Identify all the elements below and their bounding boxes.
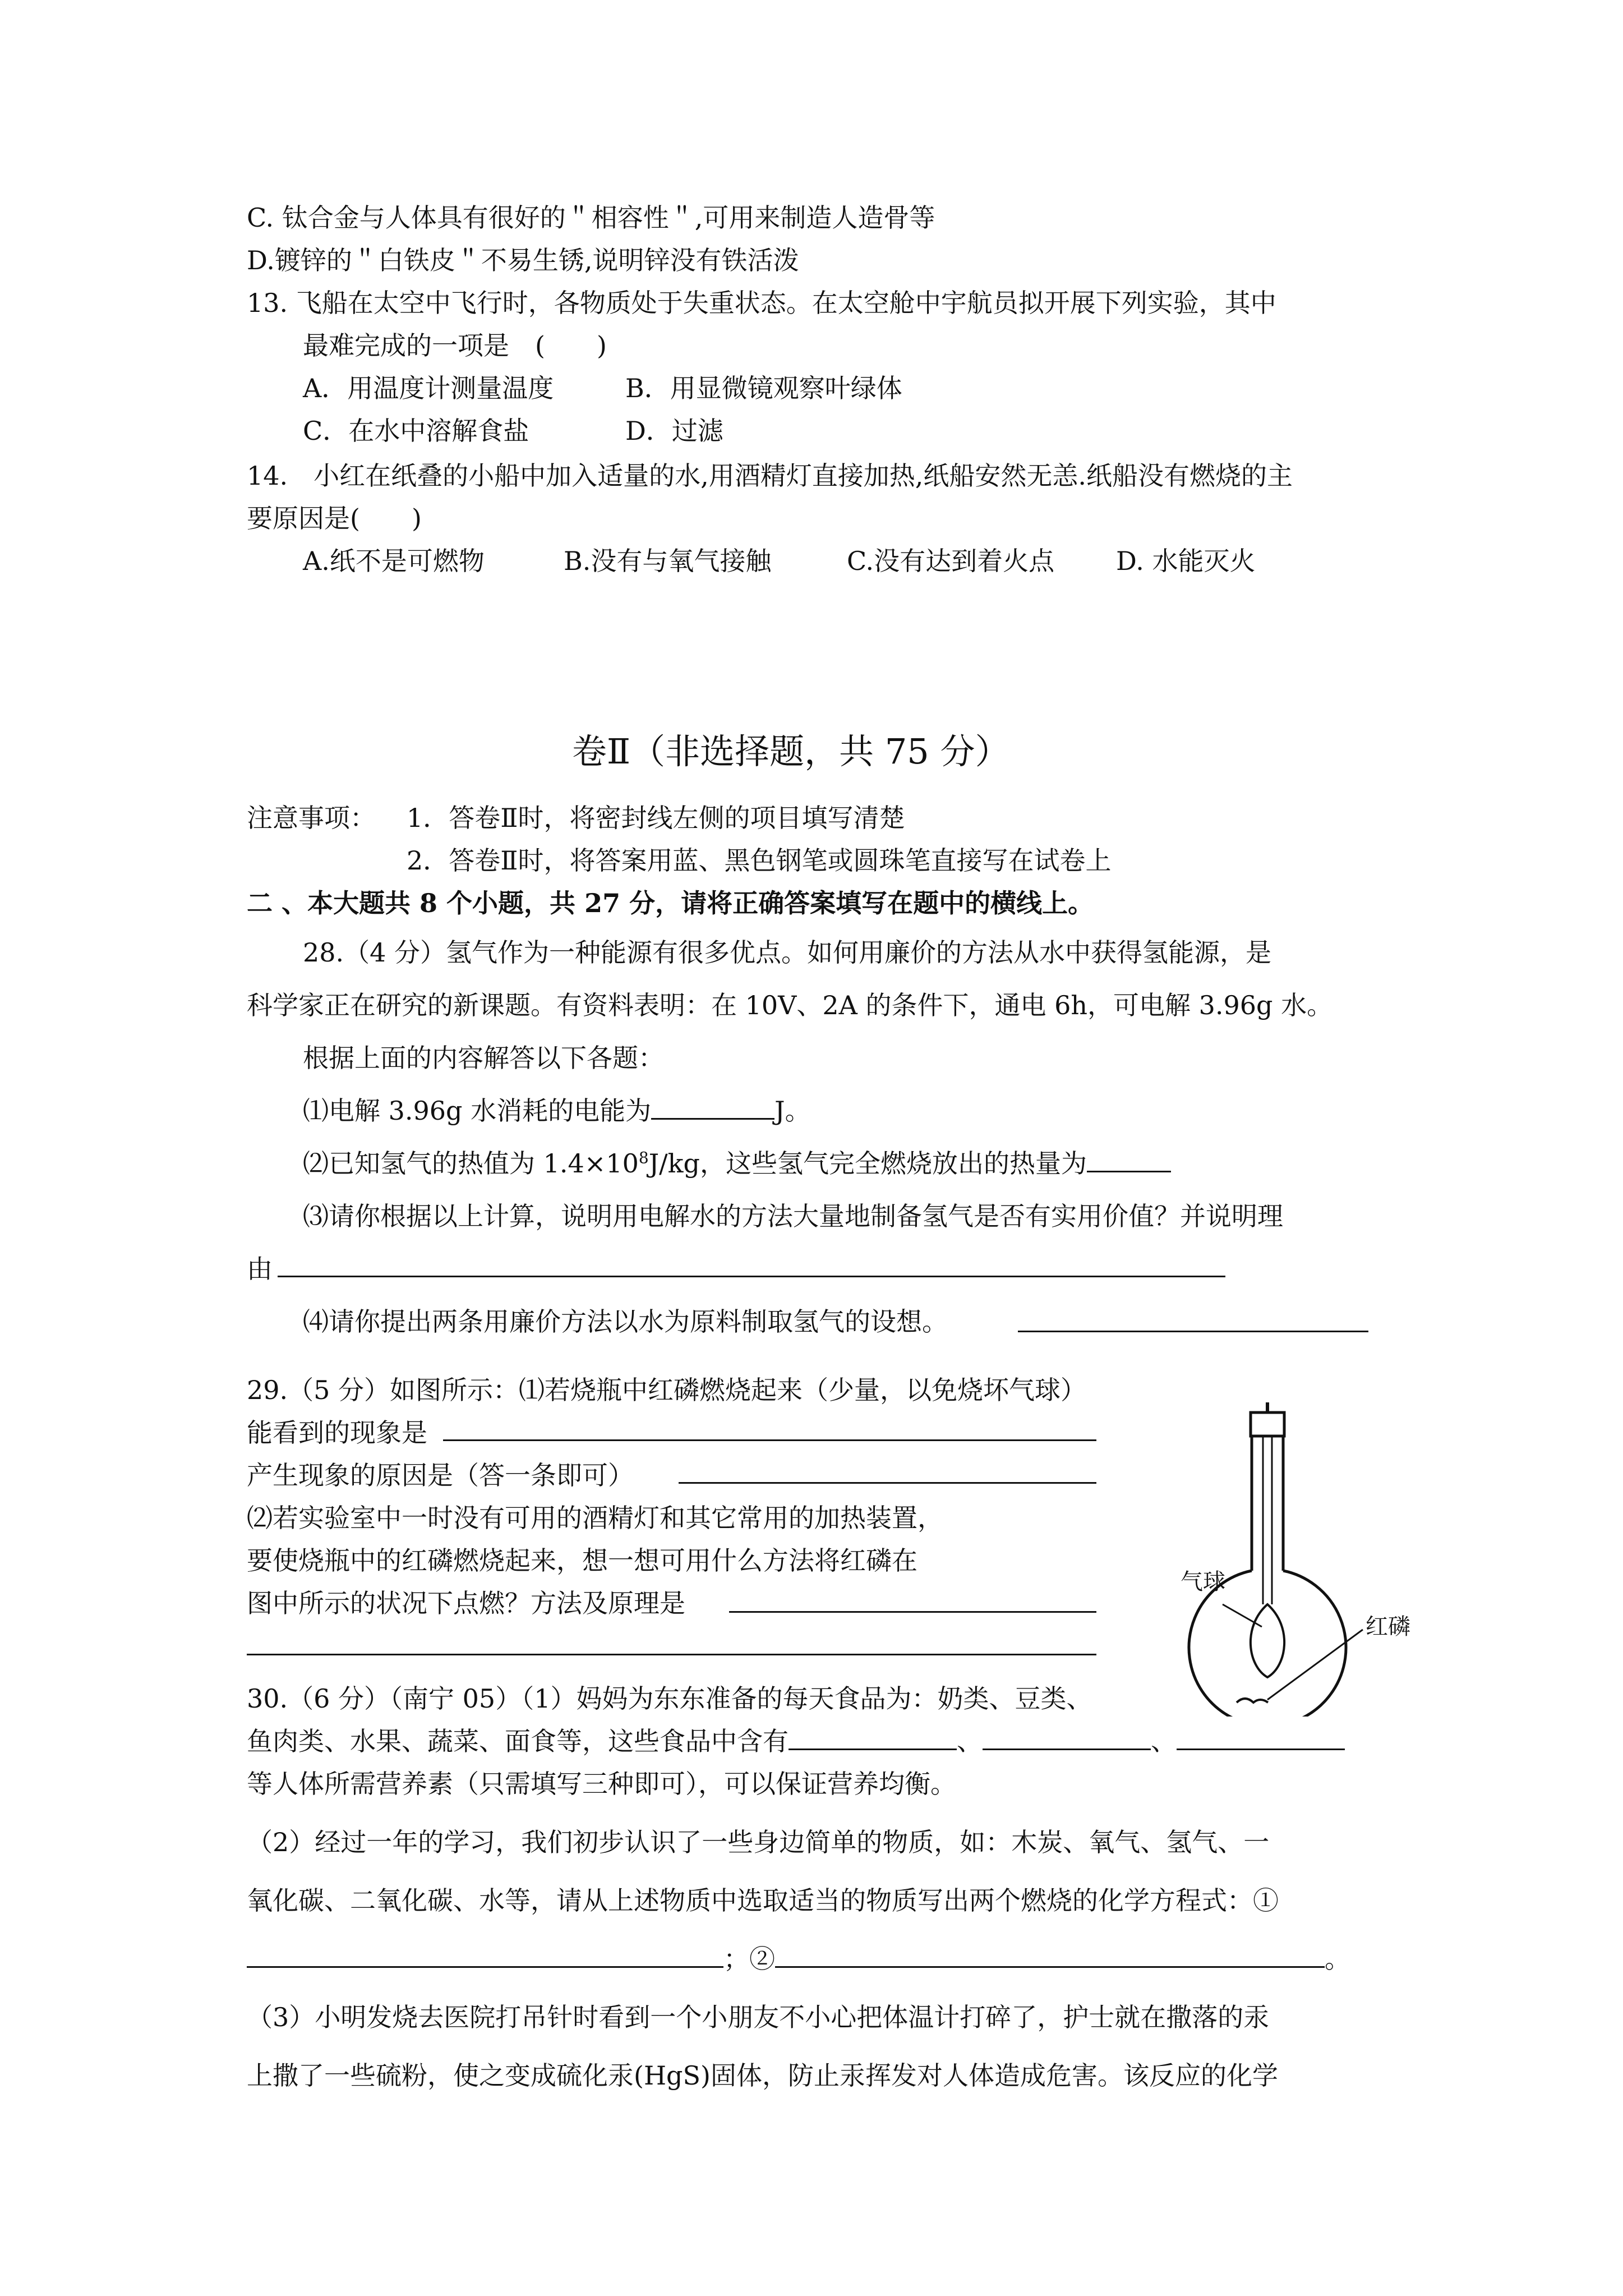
q13-option-b: B．用显微镜观察叶绿体 [625, 373, 902, 403]
q13-option-c: C．在水中溶解食盐 [303, 416, 529, 446]
q28-part-4: ⑷请你提出两条用廉价方法以水为原料制取氢气的设想。 [303, 1306, 948, 1337]
q30-part-2-line-2: 氧化碳、二氧化碳、水等，请从上述物质中选取适当的物质写出两个燃烧的化学方程式：① [247, 1885, 1279, 1916]
q30-equation-blank-1[interactable] [247, 1944, 723, 1968]
q30-part-2-line-1: （2）经过一年的学习，我们初步认识了一些身边简单的物质，如：木炭、氧气、氢气、一 [247, 1827, 1270, 1857]
q30-part-3-line-1: （3）小明发烧去医院打吊针时看到一个小朋友不小心把体温计打碎了，护士就在撒落的汞 [247, 2002, 1270, 2032]
notice-item-2: 2．答卷Ⅱ时，将答案用蓝、黑色钢笔或圆珠笔直接写在试卷上 [407, 845, 1112, 876]
q28-line-2: 科学家正在研究的新课题。有资料表明：在 10V、2A 的条件下，通电 6h，可电解 3.96g 水。 [247, 990, 1333, 1020]
q29-line-6: 图中所示的状况下点燃？方法及原理是 [247, 1588, 685, 1618]
stopper [1251, 1412, 1284, 1436]
q28-part-2 [303, 1147, 1171, 1180]
q30-part-2-semi: ；② [723, 1944, 775, 1974]
q13-stem-line2: 最难完成的一项是 ( ) [303, 330, 607, 361]
q30-line-2-text: 鱼肉类、水果、蔬菜、面食等，这些食品中含有 [247, 1726, 789, 1756]
q28-answer-line-4[interactable] [1018, 1331, 1368, 1332]
q14-stem-line2: 要原因是( ) [247, 503, 422, 533]
section-heading: 二 、本大题共 8 个小题，共 27 分，请将正确答案填写在题中的横线上。 [247, 888, 1094, 918]
q28-part-2-text-b: J/kg，这些氢气完全燃烧放出的热量为 [648, 1148, 1087, 1179]
balloon [1251, 1604, 1284, 1677]
q28-part-2-text: ⑵已知氢气的热值为 1.4×10 [303, 1148, 639, 1179]
q29-answer-line-3[interactable] [729, 1611, 1096, 1613]
q28-line-3: 根据上面的内容解答以下各题： [303, 1043, 664, 1073]
q28-part-1-unit: J。 [774, 1096, 811, 1126]
q29-line-2: 能看到的现象是 [247, 1418, 427, 1448]
q29-answer-line-2[interactable] [679, 1482, 1096, 1484]
q30-nutrient-blank-3[interactable] [1177, 1726, 1345, 1750]
q30-equation-blank-2[interactable] [775, 1944, 1325, 1968]
q12-option-c: C. 钛合金与人体具有很好的＂相容性＂,可用来制造人造骨等 [247, 203, 935, 233]
section-title: 卷Ⅱ（非选择题，共 75 分） [572, 731, 1010, 772]
q28-part-2-exponent: 8 [638, 1148, 649, 1167]
q28-answer-blank-1[interactable] [651, 1096, 774, 1120]
q28-part-1-text: ⑴电解 3.96g 水消耗的电能为 [303, 1096, 652, 1126]
q12-option-d: D.镀锌的＂白铁皮＂不易生锈,说明锌没有铁活泼 [247, 245, 799, 275]
q29-answer-line-1[interactable] [443, 1439, 1096, 1441]
red-phosphorus [1237, 1699, 1268, 1703]
q28-part-1 [303, 1094, 811, 1128]
q29-line-3: 产生现象的原因是（答一条即可） [247, 1460, 634, 1490]
q13-stem-line1: 13. 飞船在太空中飞行时，各物质处于失重状态。在太空舱中宇航员拟开展下列实验，其中 [247, 288, 1276, 318]
q29-line-4: ⑵若实验室中一时没有可用的酒精灯和其它常用的加热装置， [247, 1503, 943, 1533]
q30-part-3-line-2: 上撒了一些硫粉，使之变成硫化汞(HgS)固体，防止汞挥发对人体造成危害。该反应的化学 [247, 2060, 1278, 2091]
q28-answer-blank-2[interactable] [1087, 1148, 1171, 1172]
notice-label: 注意事项： [247, 803, 376, 833]
q29-answer-line-4[interactable] [247, 1654, 1096, 1655]
q14-option-b: B.没有与氧气接触 [564, 546, 772, 576]
q14-stem-line1: 14. 小红在纸叠的小船中加入适量的水,用酒精灯直接加热,纸船安然无恙.纸船没有燃烧的主 [247, 461, 1293, 491]
q30-sep-1: 、 [957, 1726, 983, 1756]
phosphorus-label: 红磷 [1366, 1614, 1410, 1640]
q30-nutrient-blank-2[interactable] [983, 1726, 1151, 1750]
q28-answer-line-3[interactable] [278, 1276, 1225, 1277]
q14-option-a: A.纸不是可燃物 [303, 546, 485, 576]
q29-line-1: 29.（5 分）如图所示：⑴若烧瓶中红磷燃烧起来（少量，以免烧坏气球） [247, 1375, 1087, 1405]
flask-figure [1178, 1402, 1413, 1717]
q30-line-2 [247, 1724, 1345, 1758]
q30-nutrient-blank-1[interactable] [789, 1726, 957, 1750]
q13-option-d: D．过滤 [625, 416, 723, 446]
q13-option-a: A．用温度计测量温度 [303, 373, 554, 403]
q30-line-3: 等人体所需营养素（只需填写三种即可），可以保证营养均衡。 [247, 1769, 956, 1799]
q14-option-c: C.没有达到着火点 [847, 546, 1055, 576]
q28-part-3-line-2: 由 [247, 1254, 273, 1284]
q30-part-2-end: 。 [1325, 1944, 1350, 1974]
flask-diagram [1178, 1402, 1413, 1717]
q30-line-1: 30.（6 分）（南宁 05）（1）妈妈为东东准备的每天食品为：奶类、豆类、 [247, 1683, 1092, 1714]
q14-option-d: D. 水能灭火 [1116, 546, 1256, 576]
q28-part-3-line-1: ⑶请你根据以上计算，说明用电解水的方法大量地制备氢气是否有实用价值？并说明理 [303, 1201, 1283, 1231]
q28-line-1: 28.（4 分）氢气作为一种能源有很多优点。如何用廉价的方法从水中获得氢能源，是 [303, 937, 1272, 968]
q30-part-2-line-3 [247, 1942, 1350, 1976]
balloon-label: 气球 [1181, 1569, 1225, 1595]
notice-item-1: 1．答卷Ⅱ时，将密封线左侧的项目填写清楚 [407, 803, 905, 833]
q30-sep-2: 、 [1151, 1726, 1177, 1756]
q29-line-5: 要使烧瓶中的红磷燃烧起来，想一想可用什么方法将红磷在 [247, 1545, 917, 1576]
